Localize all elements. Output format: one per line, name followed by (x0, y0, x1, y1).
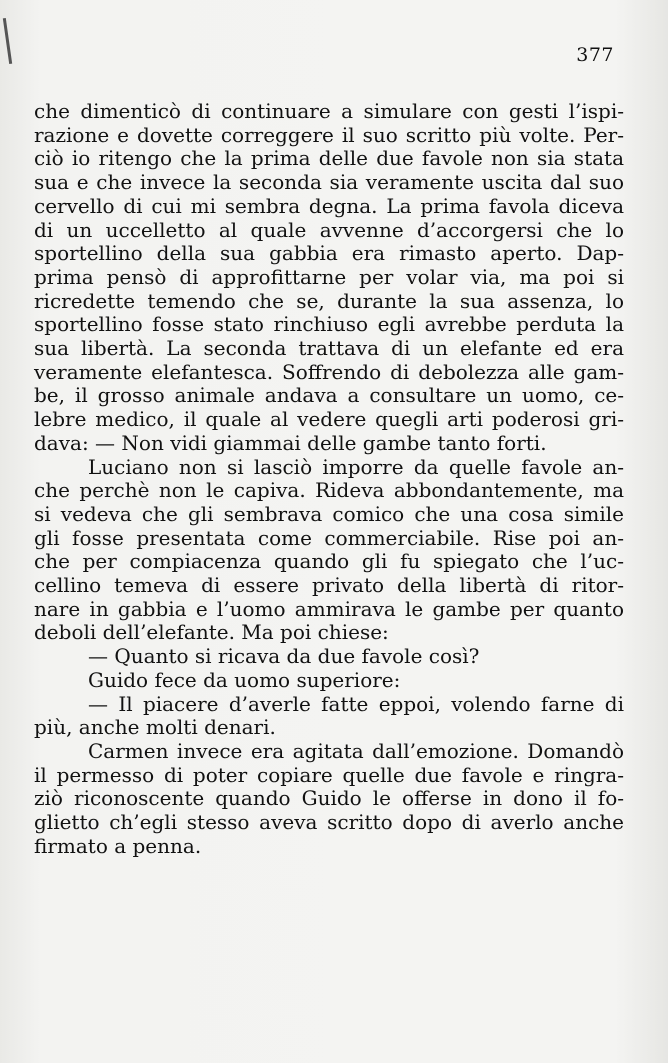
text-line: cervello di cui mi sembra degna. La prima favola diceva (34, 193, 624, 218)
text-line: che per compiacenza quando gli fu spiegato che l’uc- (34, 549, 624, 574)
text-line: Carmen invece era agitata dall’emozione. Domandò (88, 738, 624, 763)
page-number: 377 (576, 44, 614, 66)
text-line: — Quanto si ricava da due favole così? (88, 644, 480, 669)
page-edge-mark (3, 18, 12, 64)
text-line: più, anche molti denari. (34, 715, 276, 740)
text-line: sua libertà. La seconda trattava di un elefante ed era (34, 336, 624, 361)
text-line: nare in gabbia e l’uomo ammirava le gambe per quanto (34, 596, 624, 621)
text-line: ciò io ritengo che la prima delle due favole non sia stata (34, 146, 624, 171)
text-line: — Il piacere d’averle fatte eppoi, volendo farne di (88, 691, 624, 716)
text-line: firmato a penna. (34, 833, 202, 858)
body-text (34, 100, 624, 859)
text-line: Luciano non si lasciò imporre da quelle favole an- (88, 454, 624, 479)
text-line: il permesso di poter copiare quelle due favole e ringra- (34, 762, 624, 787)
text-line: Guido fece da uomo superiore: (88, 667, 401, 692)
text-line: gli fosse presentata come commerciabile. Rise poi an- (34, 525, 624, 550)
text-line: sportellino fosse stato rinchiuso egli avrebbe perduta la (34, 312, 624, 337)
text-line: prima pensò di approfittarne per volar via, ma poi si (34, 264, 624, 289)
text-line: deboli dell’elefante. Ma poi chiese: (34, 620, 389, 645)
text-line: ricredette temendo che se, durante la sua assenza, lo (34, 288, 624, 313)
text-line: sportellino della sua gabbia era rimasto aperto. Dap- (34, 241, 624, 266)
text-line: sua e che invece la seconda sia veramente uscita dal suo (34, 170, 624, 195)
text-line: cellino temeva di essere privato della libertà di ritor- (34, 573, 624, 598)
text-line: di un uccelletto al quale avvenne d’accorgersi che lo (34, 217, 624, 242)
text-line: razione e dovette correggere il suo scritto più volte. Per- (34, 122, 624, 147)
text-line: che dimenticò di continuare a simulare con gesti l’ispi- (34, 99, 624, 123)
text-line: lebre medico, il quale al vedere quegli arti poderosi gri- (34, 407, 624, 432)
text-line: glietto ch’egli stesso aveva scritto dopo di averlo anche (34, 810, 624, 835)
text-line: ziò riconoscente quando Guido le offerse in dono il fo- (34, 786, 624, 811)
text-line: veramente elefantesca. Soffrendo di debolezza alle gam- (34, 359, 624, 384)
text-line: si vedeva che gli sembrava comico che una cosa simile (34, 501, 624, 526)
text-line: be, il grosso animale andava a consultare un uomo, ce- (34, 383, 624, 408)
text-line: dava: — Non vidi giammai delle gambe tanto forti. (34, 430, 547, 455)
text-line: che perchè non le capiva. Rideva abbondantemente, ma (34, 478, 624, 503)
